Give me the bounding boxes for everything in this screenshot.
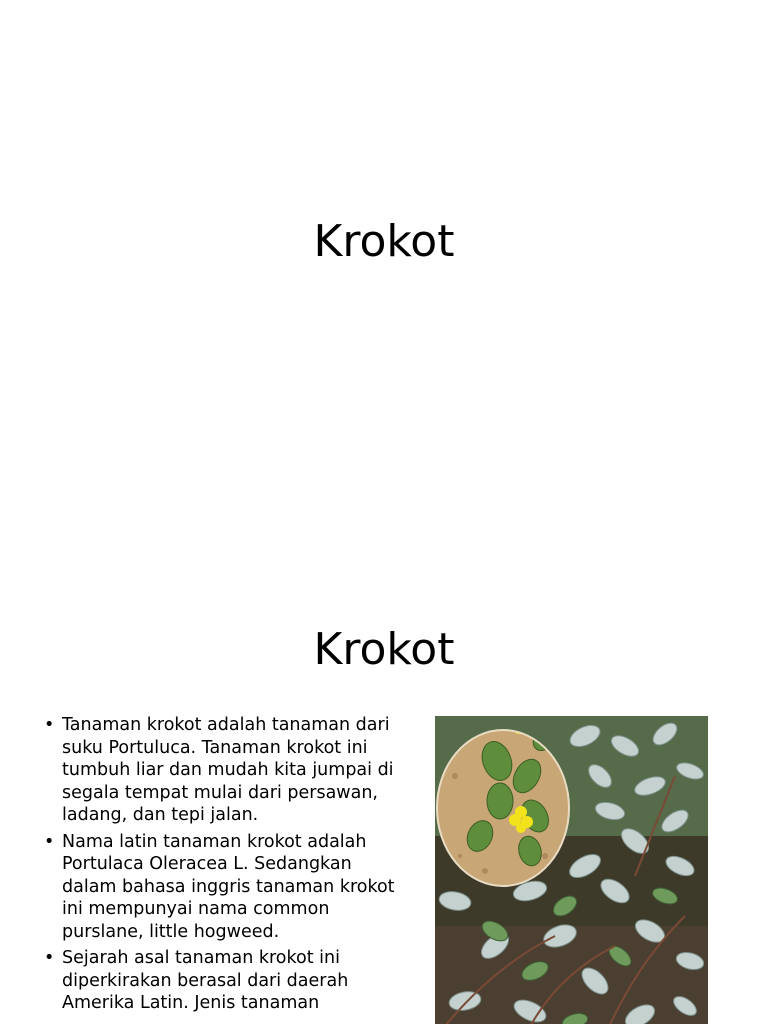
slide-title: Krokot [313,216,455,267]
content-slide [0,582,768,1024]
bullet-icon: • [44,831,55,852]
bullet-item [40,831,400,944]
bullet-icon: • [44,715,55,735]
bullet-text: Sejarah asal tanaman krokot ini diperkirakan berasal dari daerah Amerika Latin. Jenis tanaman [62,948,349,1013]
purslane-plant-photo [435,716,708,1024]
bullet-item [40,947,400,1015]
bullet-icon: • [44,948,55,968]
bullet-list [40,714,400,1019]
bullet-text: Tanaman krokot adalah tanaman dari suku Portuluca. Tanaman krokot ini tumbuh liar dan mudah kita jumpai di segala tempat mulai dari persawan, ladang, dan tepi jalan. [62,715,394,825]
bullet-text: Nama latin tanaman krokot adalah Portulaca Oleracea L. Sedangkan dalam bahasa inggris tanaman krokot ini mempunyai nama common purslane, little hogweed. [62,831,395,942]
bullet-item [40,714,400,827]
slide-title: Krokot [313,624,455,675]
